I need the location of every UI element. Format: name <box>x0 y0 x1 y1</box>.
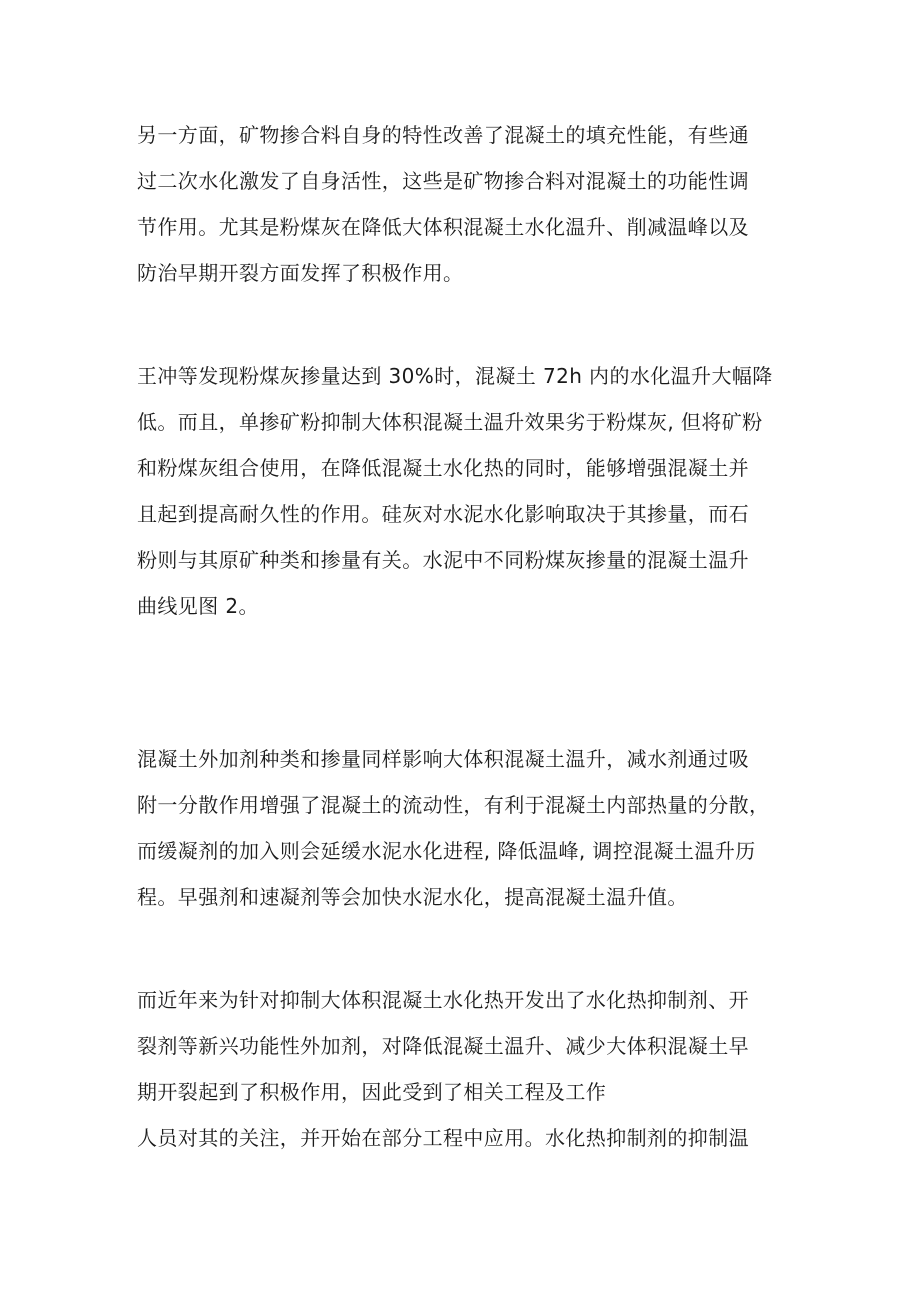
paragraph-line: 附一分散作用增强了混凝土的流动性，有利于混凝土内部热量的分散， <box>137 793 770 817</box>
paragraph-line: 过二次水化激发了自身活性，这些是矿物掺合料对混凝土的功能性调 <box>137 169 749 193</box>
paragraph-line: 而近年来为针对抑制大体积混凝土水化热开发出了水化热抑制剂、开 <box>137 988 749 1012</box>
paragraph-line: 防治早期开裂方面发挥了积极作用。 <box>137 261 464 285</box>
paragraph-line: 期开裂起到了积极作用，因此受到了相关工程及工作 <box>137 1080 607 1104</box>
paragraph-line: 混凝土外加剂种类和掺量同样影响大体积混凝土温升，减水剂通过吸 <box>137 747 749 771</box>
paragraph-line: 裂剂等新兴功能性外加剂，对降低混凝土温升、减少大体积混凝土早 <box>137 1034 749 1058</box>
paragraph-line: 粉则与其原矿种类和掺量有关。水泥中不同粉煤灰掺量的混凝土温升 <box>137 548 749 572</box>
paragraph-line: 另一方面，矿物掺合料自身的特性改善了混凝土的填充性能，有些通 <box>137 123 749 147</box>
paragraph-line: 程。早强剂和速凝剂等会加快水泥水化，提高混凝土温升值。 <box>137 885 688 909</box>
paragraph-line: 王冲等发现粉煤灰掺量达到 30%时，混凝土 72h 内的水化温升大幅降 <box>137 364 773 388</box>
paragraph-line: 节作用。尤其是粉煤灰在降低大体积混凝土水化温升、削减温峰以及 <box>137 215 749 239</box>
paragraph-line: 人员对其的关注，并开始在部分工程中应用。水化热抑制剂的抑制温 <box>137 1126 749 1150</box>
paragraph-line: 且起到提高耐久性的作用。硅灰对水泥水化影响取决于其掺量，而石 <box>137 502 749 526</box>
paragraph-line: 低。而且，单掺矿粉抑制大体积混凝土温升效果劣于粉煤灰, 但将矿粉 <box>137 410 763 434</box>
paragraph-line: 曲线见图 2。 <box>137 594 259 618</box>
paragraph-line: 而缓凝剂的加入则会延缓水泥水化进程, 降低温峰, 调控混凝土温升历 <box>137 839 756 863</box>
paragraph-line: 和粉煤灰组合使用，在降低混凝土水化热的同时，能够增强混凝土并 <box>137 456 749 480</box>
